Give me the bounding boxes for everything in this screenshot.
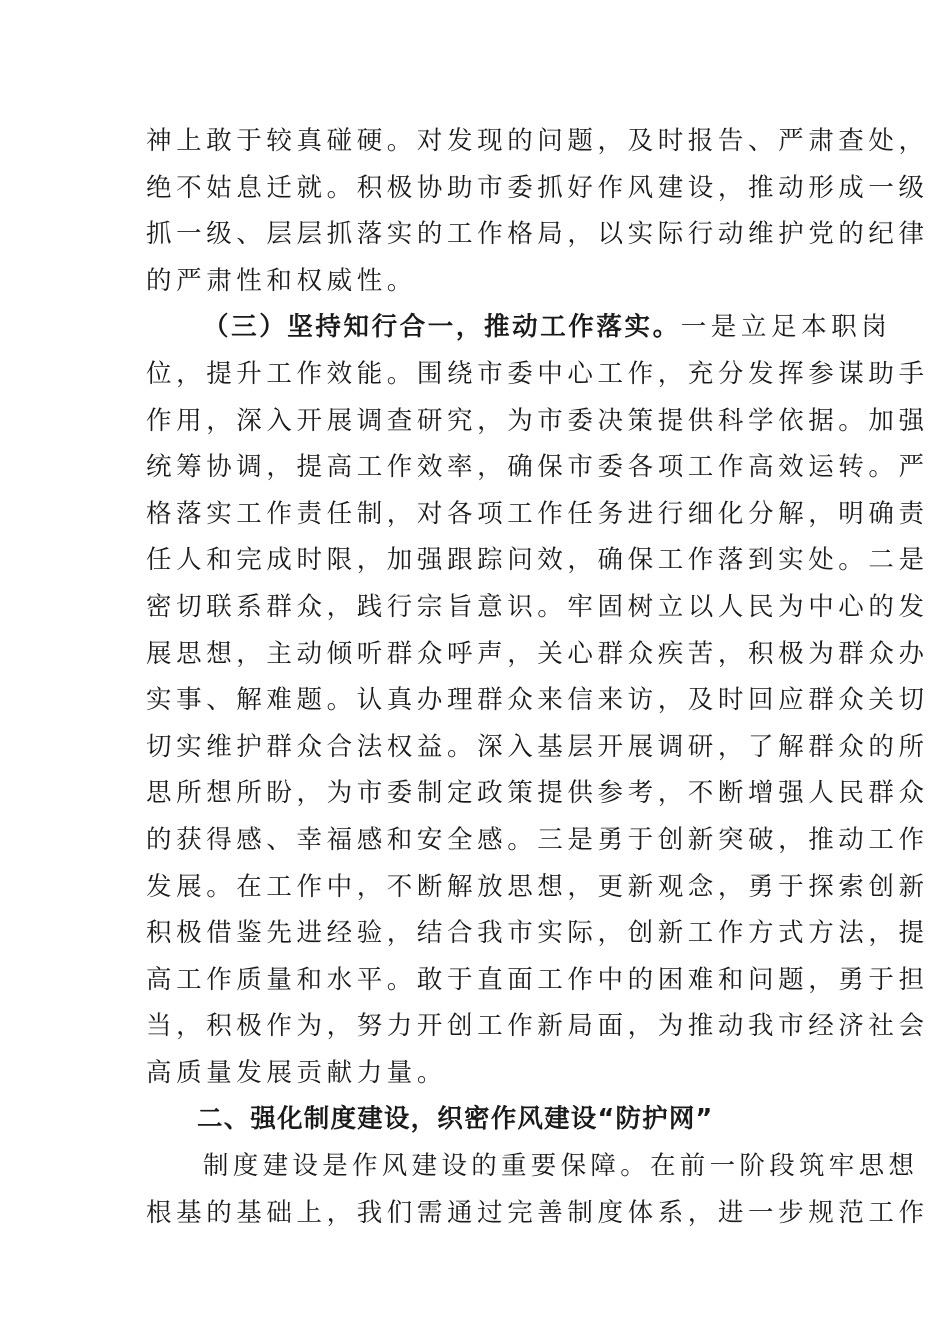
subsection-heading: （三）坚持知行合一，推动工作落实。	[203, 312, 681, 343]
paragraph-2	[146, 304, 929, 1096]
section-heading: 二、强化制度建设，织密作风建设“防护网”	[197, 1104, 714, 1135]
text-line: 抓一级、层层抓落实的工作格局，以实际行动维护党的纪律	[146, 219, 929, 250]
text-line: 位，提升工作效能。围绕市委中心工作，充分发挥参谋助手	[146, 358, 929, 389]
text-line: 任人和完成时限，加强跟踪问效，确保工作落到实处。二是	[146, 545, 929, 576]
text-line: 展思想，主动倾听群众呼声，关心群众疾苦，积极为群众办	[146, 638, 929, 669]
text-line	[146, 304, 892, 351]
text-line: 的严肃性和权威性。	[146, 265, 417, 296]
text-line: 实事、解难题。认真办理群众来信来访，及时回应群众关切	[146, 685, 929, 716]
document-body	[146, 118, 929, 1236]
text-line: 高质量发展贡献力量。	[146, 1057, 448, 1088]
text-run: 一是立足本职岗	[680, 312, 892, 343]
text-line: 高工作质量和水平。敢于直面工作中的困难和问题，勇于担	[146, 964, 929, 995]
text-line: 制度建设是作风建设的重要保障。在前一阶段筑牢思想	[203, 1151, 919, 1182]
text-line: 统筹协调，提高工作效率，确保市委各项工作高效运转。严	[146, 452, 929, 483]
text-line: 当，积极作为，努力开创工作新局面，为推动我市经济社会	[146, 1011, 929, 1042]
text-line: 切实维护群众合法权益。深入基层开展调研，了解群众的所	[146, 731, 929, 762]
text-line: 发展。在工作中，不断解放思想，更新观念，勇于探索创新	[146, 871, 929, 902]
text-line: 作用，深入开展调查研究，为市委决策提供科学依据。加强	[146, 405, 929, 436]
text-line: 绝不姑息迁就。积极协助市委抓好作风建设，推动形成一级	[146, 172, 929, 203]
text-line: 思所想所盼，为市委制定政策提供参考，不断增强人民群众	[146, 778, 929, 809]
paragraph-1	[146, 118, 929, 304]
text-line: 格落实工作责任制，对各项工作任务进行细化分解，明确责	[146, 498, 929, 529]
text-line: 积极借鉴先进经验，结合我市实际，创新工作方式方法，提	[146, 918, 929, 949]
paragraph-3	[146, 1143, 929, 1236]
text-line: 根基的基础上，我们需通过完善制度体系，进一步规范工作	[146, 1197, 929, 1228]
text-line: 的获得感、幸福感和安全感。三是勇于创新突破，推动工作	[146, 824, 929, 855]
text-line: 神上敢于较真碰硬。对发现的问题，及时报告、严肃查处，	[146, 126, 929, 156]
text-line: 密切联系群众，践行宗旨意识。牢固树立以人民为中心的发	[146, 591, 929, 622]
